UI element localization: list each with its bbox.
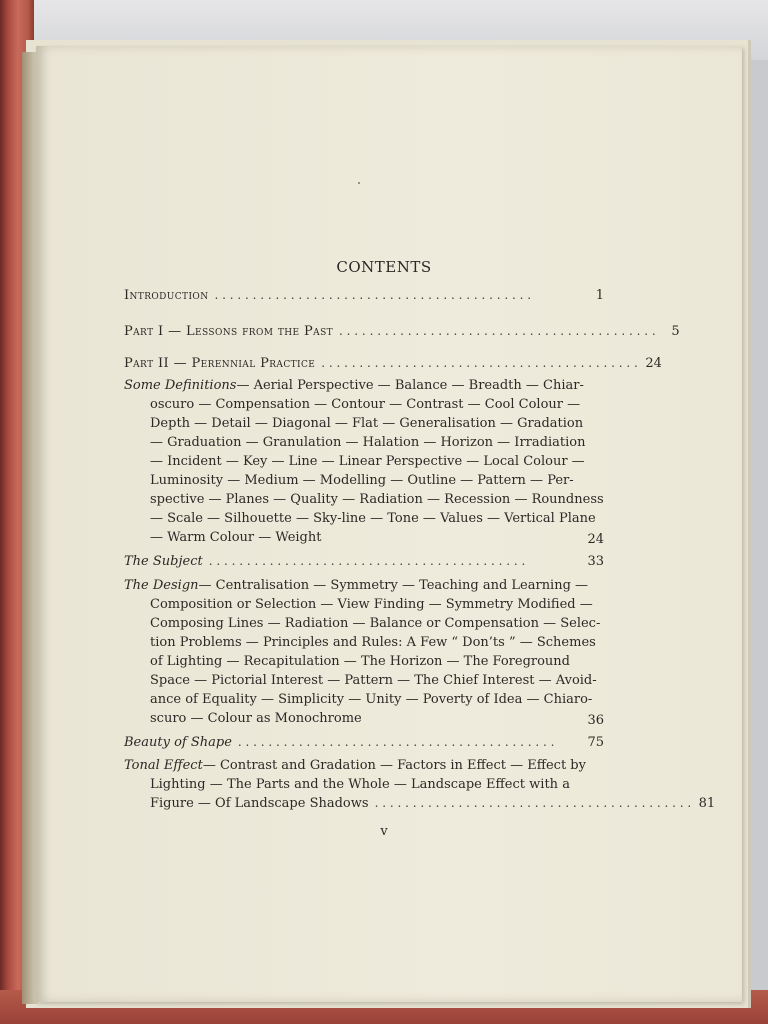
toc-entry-line: of Lighting — Recapitulation — The Horizon — The Foreground bbox=[150, 654, 570, 669]
leader-dots: . . . . . . . . . . . . . . . . . . . . . . . . . . . . . . . . . . . . . . . . . . bbox=[374, 796, 692, 810]
toc-entry-line: Luminosity — Medium — Modelling — Outline — Pattern — Per- bbox=[150, 473, 574, 488]
toc-line-text: — Centralisation — Symmetry — Teaching and Learning — bbox=[198, 578, 589, 593]
toc-entry-subject bbox=[124, 554, 604, 574]
toc-entry-line: — Graduation — Granulation — Halation — Horizon — Irradiation bbox=[150, 435, 586, 450]
toc-entry-line: oscuro — Compensation — Contour — Contrast — Cool Colour — bbox=[150, 397, 581, 412]
toc-entry-line: — Scale — Silhouette — Sky-line — Tone — Values — Vertical Plane bbox=[150, 511, 596, 526]
toc-entry-line: Space — Pictorial Interest — Pattern — The Chief Interest — Avoid- bbox=[150, 673, 597, 688]
leader-dots: . . . . . . . . . . . . . . . . . . . . . . . . . . . . . . . . . . . . . . . . . . bbox=[237, 735, 555, 749]
toc-entry-line bbox=[124, 758, 586, 777]
toc-page-number: 5 bbox=[671, 324, 680, 339]
contents-title: CONTENTS bbox=[336, 258, 432, 276]
toc-line-text: Figure — Of Landscape Shadows bbox=[150, 796, 369, 811]
toc-entry-lead: The Design bbox=[124, 578, 199, 593]
toc-entry-line: — Incident — Key — Line — Linear Perspective — Local Colour — bbox=[150, 454, 585, 469]
toc-entry-beauty bbox=[124, 735, 604, 755]
toc-entry-label: Part I — Lessons from the Past bbox=[124, 324, 334, 339]
toc-entry-line: tion Problems — Principles and Rules: A Few “ Don’ts ” — Schemes bbox=[150, 635, 596, 650]
toc-entry-part-2 bbox=[124, 356, 662, 376]
toc-entry-line: Depth — Detail — Diagonal — Flat — Generalisation — Gradation bbox=[150, 416, 584, 431]
page-folio: v bbox=[380, 824, 388, 839]
paper-speck bbox=[358, 182, 360, 184]
toc-line-text: — Aerial Perspective — Balance — Breadth — Chiar- bbox=[236, 378, 584, 393]
leader-dots: . . . . . . . . . . . . . . . . . . . . . . . . . . . . . . . . . . . . . . . . . . bbox=[214, 288, 532, 302]
leader-dots: . . . . . . . . . . . . . . . . . . . . . . . . . . . . . . . . . . . . . . . . . . bbox=[208, 554, 526, 568]
toc-line-text: — Contrast and Gradation — Factors in Effect — Effect by bbox=[202, 758, 586, 773]
toc-page-number: 81 bbox=[698, 796, 716, 811]
toc-page-number: 24 bbox=[645, 356, 662, 371]
toc-page-number: 75 bbox=[587, 735, 604, 750]
toc-entry-line-final bbox=[150, 796, 716, 816]
toc-entry-label: Introduction bbox=[124, 288, 209, 303]
leader-dots: . . . . . . . . . . . . . . . . . . . . . . . . . . . . . . . . . . . . . . . . . . bbox=[321, 356, 638, 370]
toc-entry-line bbox=[124, 578, 589, 597]
toc-entry-line: — Warm Colour — Weight bbox=[150, 530, 322, 545]
toc-entry-line: Lighting — The Parts and the Whole — Landscape Effect with a bbox=[150, 777, 570, 792]
toc-entry-part-1 bbox=[124, 324, 680, 344]
toc-page-number: 36 bbox=[587, 713, 604, 728]
toc-entry-label: Part II — Perennial Practice bbox=[124, 356, 316, 371]
toc-entry-label: The Subject bbox=[124, 554, 203, 569]
toc-entry-line: scuro — Colour as Monochrome bbox=[150, 711, 362, 726]
toc-entry-line: ance of Equality — Simplicity — Unity — Poverty of Idea — Chiaro- bbox=[150, 692, 593, 707]
toc-page-number: 33 bbox=[587, 554, 604, 569]
toc-entry-line bbox=[124, 378, 584, 397]
toc-entry-line: Composition or Selection — View Finding — Symmetry Modified — bbox=[150, 597, 593, 612]
toc-page-number: 24 bbox=[587, 532, 604, 547]
toc-entry-label: Beauty of Shape bbox=[124, 735, 232, 750]
leader-dots: . . . . . . . . . . . . . . . . . . . . . . . . . . . . . . . . . . . . . . . . . . bbox=[339, 324, 656, 338]
toc-entry-lead: Some Definitions bbox=[124, 378, 237, 393]
toc-entry-line: spective — Planes — Quality — Radiation — Recession — Roundness bbox=[150, 492, 604, 507]
toc-entry-introduction bbox=[124, 288, 604, 308]
toc-entry-line: Composing Lines — Radiation — Balance or Compensation — Selec- bbox=[150, 616, 601, 631]
toc-entry-lead: Tonal Effect bbox=[124, 758, 203, 773]
toc-page-number: 1 bbox=[595, 288, 604, 303]
